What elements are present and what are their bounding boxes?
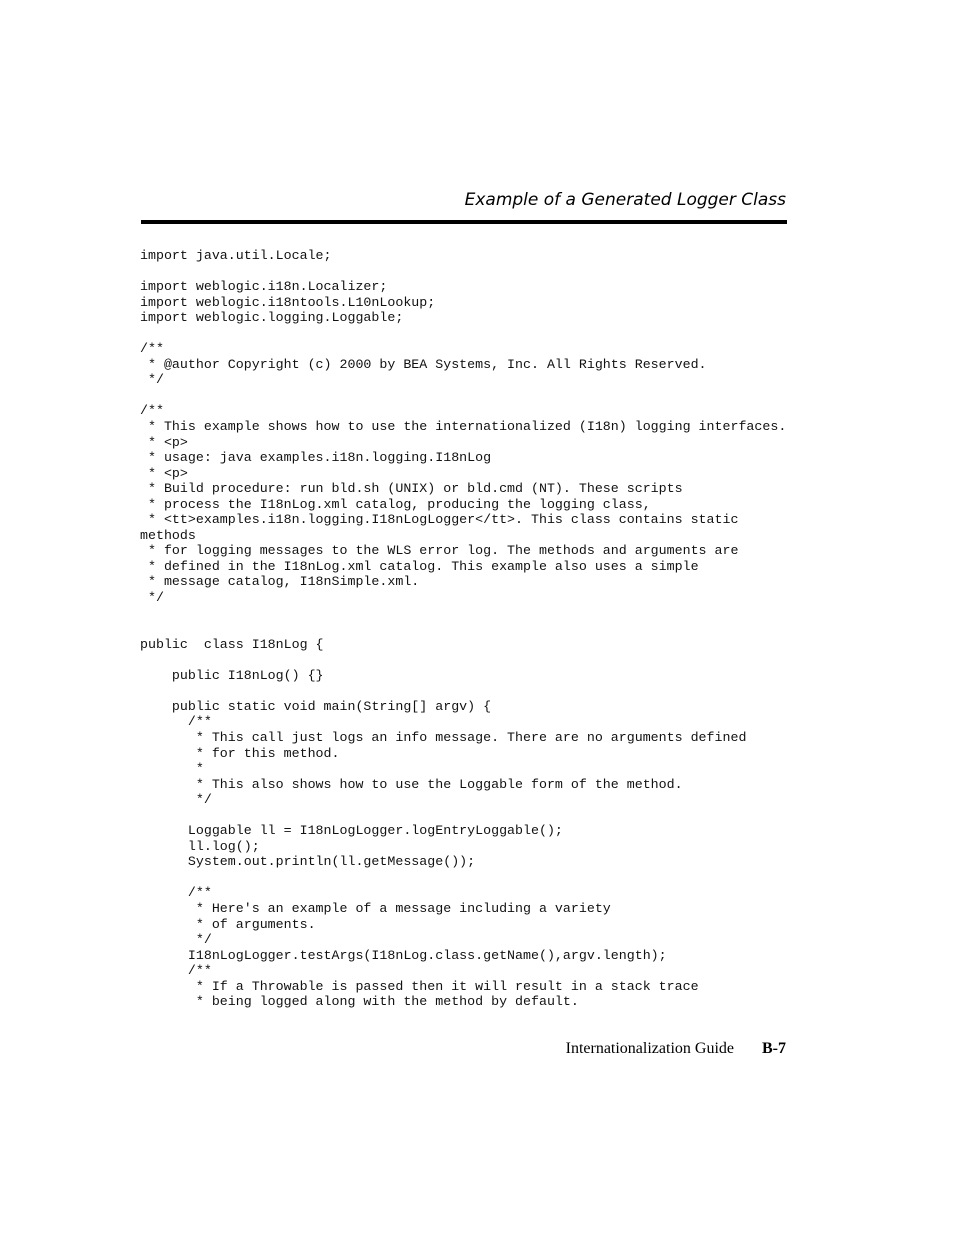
code-line: I18nLogLogger.testArgs(I18nLog.class.getName(),argv.length); [140, 947, 667, 963]
code-line [140, 621, 790, 637]
code-line: * This also shows how to use the Loggable form of the method. [140, 776, 683, 792]
code-line: * usage: java examples.i18n.logging.I18nLog [140, 450, 492, 466]
code-line: * of arguments. [140, 916, 316, 932]
code-line: * being logged along with the method by default. [140, 994, 579, 1010]
code-line [140, 683, 790, 699]
code-line: methods [140, 527, 196, 543]
code-line: ll.log(); [140, 838, 260, 854]
code-line: * <p> [140, 434, 188, 450]
code-line: /** [140, 341, 164, 357]
code-line [140, 652, 790, 668]
code-line: /** [140, 403, 164, 419]
code-line [140, 808, 790, 824]
code-line: import weblogic.i18ntools.L10nLookup; [140, 294, 436, 310]
code-listing [140, 248, 790, 1010]
code-line: * for logging messages to the WLS error log. The methods and arguments are [140, 543, 739, 559]
code-line: import weblogic.i18n.Localizer; [140, 279, 388, 295]
code-line: public class I18nLog { [140, 636, 324, 652]
code-line: public I18nLog() {} [140, 667, 324, 683]
code-line: System.out.println(ll.getMessage()); [140, 854, 476, 870]
code-line: /** [140, 963, 212, 979]
page-footer [400, 1039, 786, 1059]
code-line: public static void main(String[] argv) { [140, 698, 492, 714]
code-line: * Here's an example of a message including a variety [140, 900, 611, 916]
code-line: * If a Throwable is passed then it will result in a stack trace [140, 978, 699, 994]
code-line: * Build procedure: run bld.sh (UNIX) or bld.cmd (NT). These scripts [140, 481, 683, 497]
code-line: * This example shows how to use the internationalized (I18n) logging interfaces. [140, 419, 787, 435]
code-line: * @author Copyright (c) 2000 by BEA Systems, Inc. All Rights Reserved. [140, 356, 707, 372]
code-line [140, 388, 790, 404]
running-header-title: Example of a Generated Logger Class [464, 190, 786, 210]
footer-guide-title: Internationalization Guide [565, 1040, 734, 1057]
code-line [140, 870, 790, 886]
code-line: */ [140, 792, 212, 808]
header-rule [141, 220, 787, 224]
code-line: /** [140, 714, 212, 730]
code-line: import weblogic.logging.Loggable; [140, 310, 404, 326]
code-line: import java.util.Locale; [140, 248, 332, 263]
code-line: * [140, 761, 204, 777]
code-line: * message catalog, I18nSimple.xml. [140, 574, 420, 590]
code-line: */ [140, 932, 212, 948]
code-line: Loggable ll = I18nLogLogger.logEntryLoggable(); [140, 823, 563, 839]
code-line: * This call just logs an info message. There are no arguments defined [140, 729, 747, 745]
code-line: */ [140, 372, 164, 388]
code-line: * <tt>examples.i18n.logging.I18nLogLogger</tt>. This class contains static [140, 512, 739, 528]
code-line [140, 606, 790, 622]
code-line: */ [140, 590, 164, 606]
code-line [140, 264, 790, 280]
code-line: * <p> [140, 465, 188, 481]
code-line: * process the I18nLog.xml catalog, producing the logging class, [140, 496, 651, 512]
code-line: * defined in the I18nLog.xml catalog. This example also uses a simple [140, 558, 699, 574]
code-line [140, 326, 790, 342]
code-line: * for this method. [140, 745, 340, 761]
code-line: /** [140, 885, 212, 901]
footer-page-number: B-7 [762, 1040, 786, 1057]
